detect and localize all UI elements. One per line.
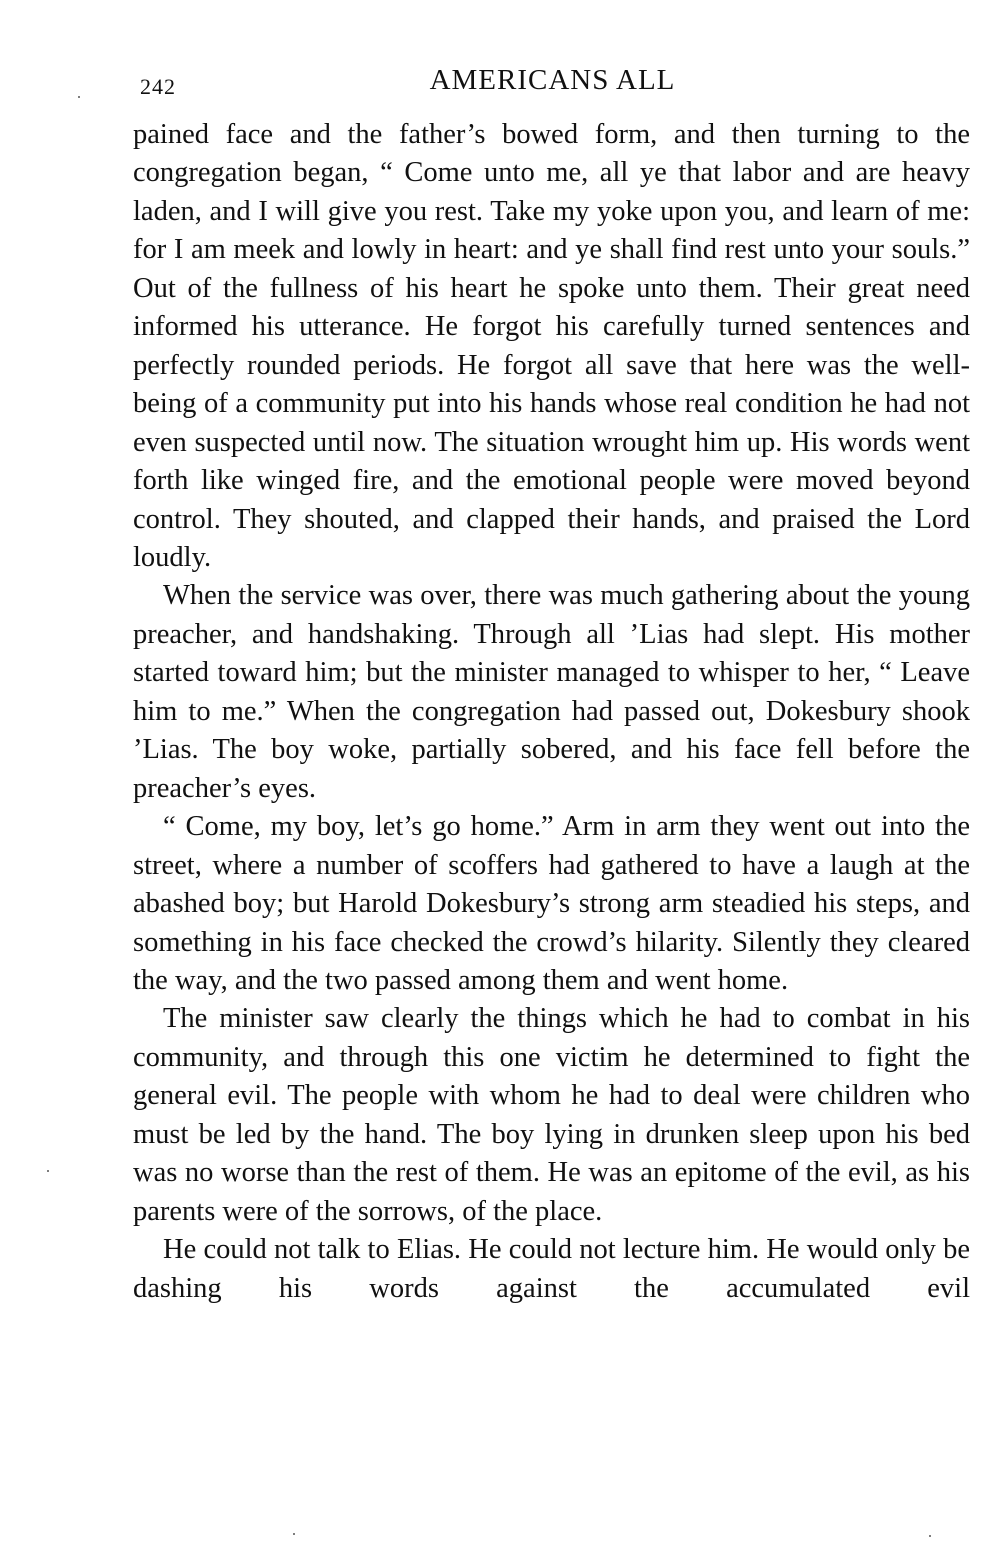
print-speck <box>293 1533 295 1535</box>
body-text <box>133 116 970 1308</box>
paragraph-2: When the service was over, there was much gathering about the young preacher, and handshaking. Through all ’Lias had slept. His mother started toward him; but the minister managed to whisper to her, “ Leave him to me.” When the congregation had passed out, Dokesbury shook ’Lias. The boy woke, partially sobered, and his face fell before the preacher’s eyes. <box>133 580 970 804</box>
page-header <box>135 62 970 102</box>
running-head: AMERICANS ALL <box>429 64 676 96</box>
paragraph-4: The minister saw clearly the things which he had to combat in his community, and through this one victim he determined to fight the general evil. The people with whom he had to deal were children who must be led by the hand. The boy lying in drunken sleep upon his bed was no worse than the rest of them. He was an epitome of the evil, as his parents were of the sorrows, of the place. <box>133 1003 970 1227</box>
print-speck <box>47 1170 49 1172</box>
page-number: 242 <box>140 74 176 99</box>
paragraph-1: pained face and the father’s bowed form, and then turning to the congregation began, “ Come unto me, all ye that labor and are heavy laden, and I will give you rest. Take my yoke upon you, and learn of me: for I am meek and lowly in heart: and ye shall find rest unto your souls.” Out of the fullness of his heart he spoke unto them. Their great need informed his utterance. He forgot his carefully turned sentences and perfectly rounded periods. He forgot all save that here was the well-being of a community put into his hands whose real condition he had not even suspected until now. The situation wrought him up. His words went forth like winged fire, and the emotional people were moved beyond control. They shouted, and clapped their hands, and praised the Lord loudly. <box>133 119 970 573</box>
paragraph-5: He could not talk to Elias. He could not lecture him. He would only be dashing his words against the accumulated evil <box>133 1234 970 1304</box>
print-speck <box>78 96 80 98</box>
paragraph-3: “ Come, my boy, let’s go home.” Arm in arm they went out into the street, where a number of scoffers had gathered to have a laugh at the abashed boy; but Harold Dokesbury’s strong arm steadied his steps, and something in his face checked the crowd’s hilarity. Silently they cleared the way, and the two passed among them and went home. <box>133 811 970 996</box>
print-speck <box>929 1535 931 1537</box>
